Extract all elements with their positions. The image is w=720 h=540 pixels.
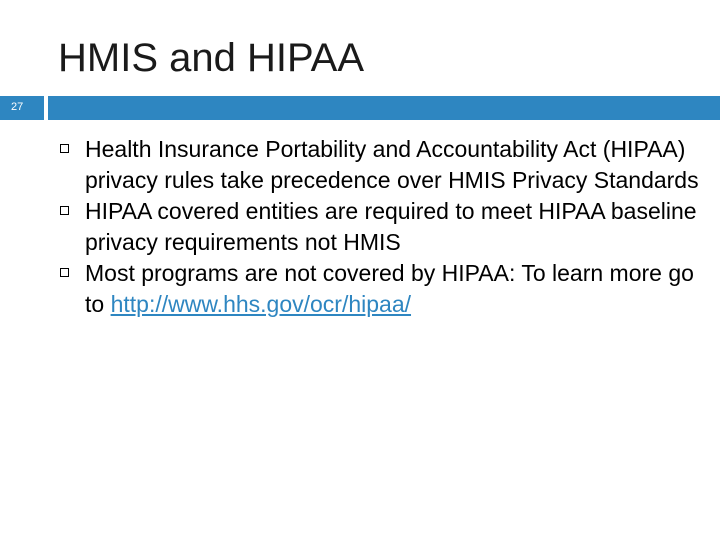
hipaa-link[interactable]: http://www.hhs.gov/ocr/hipaa/ bbox=[110, 291, 412, 317]
square-bullet-icon bbox=[60, 268, 69, 277]
slide-number: 27 bbox=[11, 101, 24, 113]
bullet-text: HIPAA covered entities are required to meet HIPAA baseline privacy requirements not HMIS bbox=[85, 198, 697, 255]
bullet-list bbox=[58, 134, 708, 320]
square-bullet-icon bbox=[60, 144, 69, 153]
bullet-item bbox=[58, 258, 708, 320]
square-bullet-icon bbox=[60, 206, 69, 215]
slide-number-badge bbox=[0, 96, 44, 120]
title-underline-bar bbox=[48, 96, 720, 120]
bullet-text: Health Insurance Portability and Accountability Act (HIPAA) privacy rules take precedence over HMIS Privacy Standards bbox=[85, 136, 699, 193]
bullet-item bbox=[58, 196, 708, 258]
bullet-text: Most programs are not covered by HIPAA: To learn more go to bbox=[85, 260, 694, 317]
slide-title: HMIS and HIPAA bbox=[58, 36, 365, 80]
bullet-item bbox=[58, 134, 708, 196]
